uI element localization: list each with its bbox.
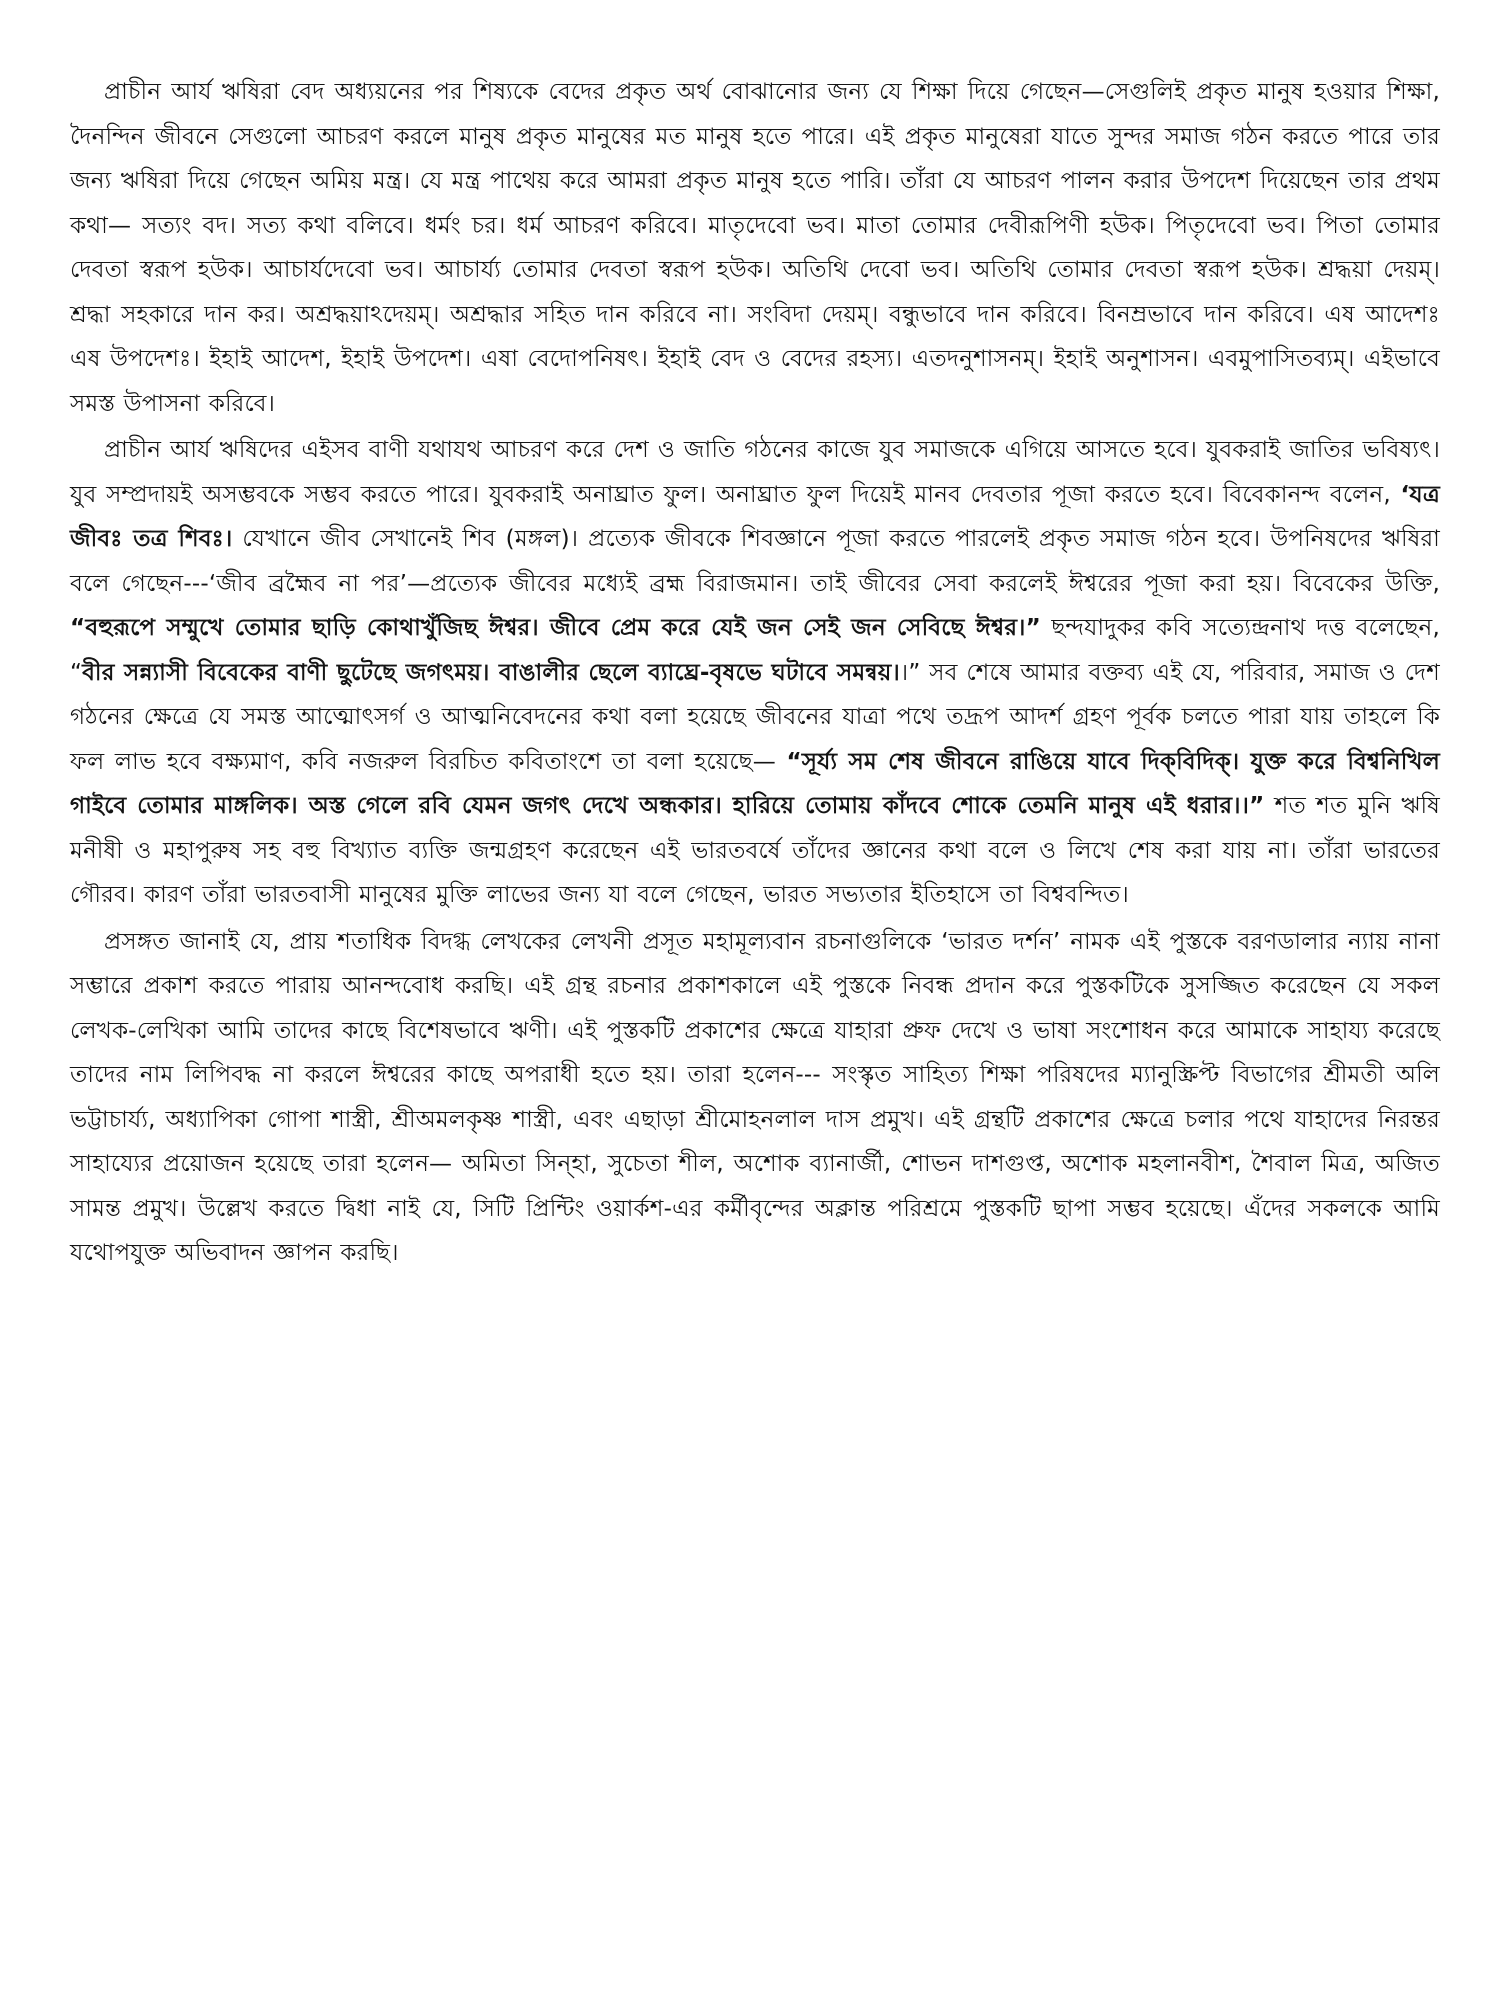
quote-bahurupe: “বহুরূপে সম্মুখে তোমার ছাড়ি কোথাখুঁজিছ ঈশ্বর। জীবে প্রেম করে যেই জন সেই জন সেবিছে ঈশ্বর।” [70,615,1041,641]
text-run: শত শত মুনি ঋষি মনীষী ও মহাপুরুষ সহ বহু বিখ্যাত ব্যক্তি জন্মগ্রহণ করেছেন এই ভারতবর্ষে তাঁদের জ্ঞানের কথা বলে ও লিখে শেষ করা যায় না। তাঁরা ভারতের গৌরব। কারণ তাঁরা ভারতবাসী মানুষের মুক্তি লাভের জন্য যা বলে গেছেন, ভারত সভ্যতার ইতিহাসে তা বিশ্ববন্দিত। [70,793,1440,908]
text-run: ।” সব শেষে আমার বক্তব্য এই যে, পরিবার, সমাজ ও দেশ গঠনের ক্ষেত্রে যে সমস্ত আত্মোৎসর্গ ও আত্মনিবেদনের কথা বলা হয়েছে জীবনের যাত্রা পথে তদ্রূপ আদর্শ গ্রহণ পূর্বক চলতে পারা যায় তাহলে কি ফল লাভ হবে বক্ষ্যমাণ, কবি নজরুল বিরচিত কবিতাংশে তা বলা হয়েছে— [70,659,1440,775]
text-run: প্রাচীন আর্য ঋষিরা বেদ অধ্যয়নের পর শিষ্যকে বেদের প্রকৃত অর্থ বোঝানোর জন্য যে শিক্ষা দিয়ে গেছেন—সেগুলিই প্রকৃত মানুষ হওয়ার শিক্ষা, দৈনন্দিন জীবনে সেগুলো আচরণ করলে মানুষ প্রকৃত মানুষের মত মানুষ হতে পারে। এই প্রকৃত মানুষেরা যাতে সুন্দর সমাজ গঠন করতে পারে তার জন্য ঋষিরা দিয়ে গেছেন অমিয় মন্ত্র। যে মন্ত্র পাথেয় করে আমরা প্রকৃত মানুষ হতে পারি। তাঁরা যে আচরণ পালন করার উপদেশ দিয়েছেন তার প্রথম কথা— সত্যং বদ। সত্য কথা বলিবে। ধর্মং চর। ধর্ম আচরণ করিবে। মাতৃদেবো ভব। মাতা তোমার দেবীরূপিণী হউক। পিতৃদেবো ভব। পিতা তোমার দেবতা স্বরূপ হউক। আচার্যদেবো ভব। আচার্য্য তোমার দেবতা স্বরূপ হউক। অতিথি দেবো ভব। অতিথি তোমার দেবতা স্বরূপ হউক। শ্রদ্ধয়া দেয়ম্। শ্রদ্ধা সহকারে দান কর। অশ্রদ্ধয়া‌ঽদেয়ম্। অশ্রদ্ধার সহিত দান করিবে না। সংবিদা দেয়ম্। বন্ধুভাবে দান করিবে। বিনম্রভাবে দান করিবে। এষ আদেশঃ এষ উপদেশঃ। ইহাই আদেশ, ইহাই উপদেশ। এষা বেদোপনিষৎ। ইহাই বেদ ও বেদের রহস্য। এতদনুশাসনম্। ইহাই অনুশাসন। এবমুপাসিতব্যম্। এইভাবে সমস্ত উপাসনা করিবে। [70,79,1440,417]
paragraph-youth-and-nation [70,428,1440,918]
quote-vivekananda: ‘যত্র জীবঃ তত্র শিবঃ। [70,481,1440,552]
text-run: প্রাচীন আর্য ঋষিদের এইসব বাণী যথাযথ আচরণ করে দেশ ও জাতি গঠনের কাজে যুব সমাজকে এগিয়ে আসতে হবে। যুবকরাই জাতির ভবিষ্যৎ। যুব সম্প্রদায়ই অসম্ভবকে সম্ভব করতে পারে। যুবকরাই অনাঘ্রাত ফুল। অনাঘ্রাত ফুল দিয়েই মানব দেবতার পূজা করতে হবে। বিবেকানন্দ বলেন, [70,437,1440,508]
quote-nazrul: “সূর্য্য সম শেষ জীবনে রাঙিয়ে যাবে দিক্‌বিদিক্‌। যুক্ত করে বিশ্বনিখিল গাইবে তোমার মাঙ্গলিক। অস্ত গেলে রবি যেমন জগৎ দেখে অন্ধকার। হারিয়ে তোমায় কাঁদবে শোকে তেমনি মানুষ এই ধরার।।” [70,748,1440,819]
paragraph-vedic-teachings [70,70,1440,426]
text-run: ছন্দযাদুকর কবি সত্যেন্দ্রনাথ দত্ত বলেছেন, “ [70,615,1441,686]
paragraph-acknowledgements [70,920,1440,1276]
text-run: যেখানে জীব সেখানেই শিব (মঙ্গল)। প্রত্যেক জীবকে শিবজ্ঞানে পূজা করতে পারলেই প্রকৃত সমাজ গঠন হবে। উপনিষদের ঋষিরা বলে গেছেন---‘জীব ব্রহ্মৈব না পর’—প্রত্যেক জীবের মধ্যেই ব্রহ্ম বিরাজমান। তাই জীবের সেবা করলেই ঈশ্বরের পূজা করা হয়। বিবেকের উক্তি, [70,526,1441,597]
text-run: প্রসঙ্গত জানাই যে, প্রায় শতাধিক বিদগ্ধ লেখকের লেখনী প্রসূত মহামূল্যবান রচনাগুলিকে ‘ভারত দর্শন’ নামক এই পুস্তকে বরণডালার ন্যায় নানা সম্ভারে প্রকাশ করতে পারায় আনন্দবোধ করছি। এই গ্রন্থ রচনার প্রকাশকালে এই পুস্তকে নিবন্ধ প্রদান করে পুস্তকটিকে সুসজ্জিত করেছেন যে সকল লেখক-লেখিকা আমি তাদের কাছে বিশেষভাবে ঋণী। এই পুস্তকটি প্রকাশের ক্ষেত্রে যাহারা প্রুফ দেখে ও ভাষা সংশোধন করে আমাকে সাহায্য করেছে তাদের নাম লিপিবদ্ধ না করলে ঈশ্বরের কাছে অপরাধী হতে হয়। তারা হলেন--- সংস্কৃত সাহিত্য শিক্ষা পরিষদের ম্যানুস্ক্রিপ্ট বিভাগের শ্রীমতী অলি ভট্টাচার্য্য, অধ্যাপিকা গোপা শাস্ত্রী, শ্রীঅমলকৃষ্ণ শাস্ত্রী, এবং এছাড়া শ্রীমোহনলাল দাস প্রমুখ। এই গ্রন্থটি প্রকাশের ক্ষেত্রে চলার পথে যাহাদের নিরন্তর সাহায্যের প্রয়োজন হয়েছে তারা হলেন— অমিতা সিন্‌হা, সুচেতা শীল, অশোক ব্যানার্জী, শোভন দাশগুপ্ত, অশোক মহলানবীশ, শৈবাল মিত্র, অজিত সামন্ত প্রমুখ। উল্লেখ করতে দ্বিধা নাই যে, সিটি প্রিন্টিং ওয়ার্কশ-এর কর্মীবৃন্দের অক্লান্ত পরিশ্রমে পুস্তকটি ছাপা সম্ভব হয়েছে। এঁদের সকলকে আমি যথোপযুক্ত অভিবাদন জ্ঞাপন করছি। [70,928,1440,1266]
quote-satyendranath: বীর সন্ন্যাসী বিবেকের বাণী ছুটেছে জগৎময়। বাঙালীর ছেলে ব্যাঘ্রে-বৃষভে ঘটাবে সমন্বয়। [82,659,900,686]
